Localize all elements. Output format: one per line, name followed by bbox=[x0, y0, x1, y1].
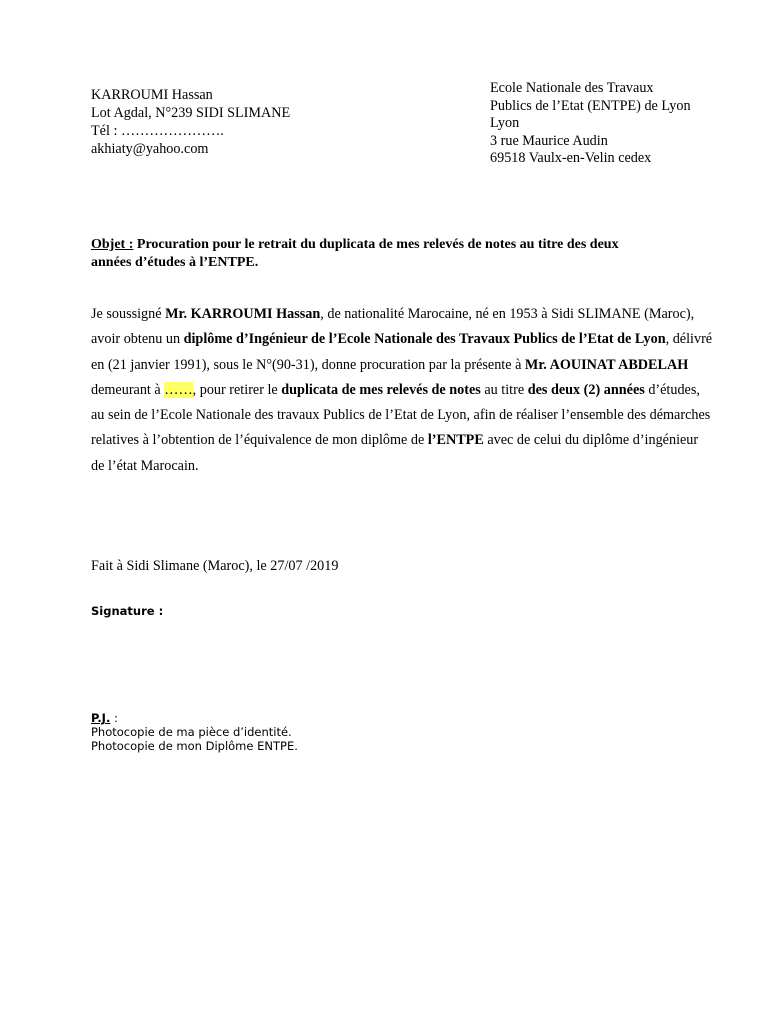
body-text-2: , de nationalité Marocaine, né en 1953 à Sidi SLIMANE (Maroc), avoir obtenu un bbox=[91, 306, 695, 348]
recipient-line-5: 69518 Vaulx-en-Velin cedex bbox=[490, 150, 652, 166]
body-bold-3: Mr. AOUINAT ABDELAH bbox=[524, 356, 689, 373]
subject-text-2: années d’études à l’ENTPE. bbox=[91, 255, 259, 270]
subject-text-1: Procuration pour le retrait du duplicata de mes relevés de notes au titre des deux bbox=[133, 237, 619, 252]
place-date: Fait à Sidi Slimane (Maroc), le 27/07 /2019 bbox=[91, 558, 339, 574]
body-bold-2: diplôme d’Ingénieur de l’Ecole Nationale des Travaux Publics de l’Etat de Lyon bbox=[183, 331, 666, 348]
attachments-block bbox=[91, 711, 298, 753]
sender-name: KARROUMI Hassan bbox=[91, 87, 213, 103]
subject-label: Objet : bbox=[91, 237, 134, 252]
attachments-label-suffix: : bbox=[110, 711, 118, 725]
body-bold-4: duplicata de mes relevés de notes bbox=[281, 381, 481, 398]
body-text-5: , pour retirer le bbox=[192, 381, 282, 398]
body-text-6: au titre bbox=[480, 381, 528, 398]
sender-block bbox=[91, 86, 290, 158]
sender-email: akhiaty@yahoo.com bbox=[91, 141, 209, 157]
recipient-line-2: Publics de l’Etat (ENTPE) de Lyon bbox=[490, 97, 691, 114]
body-text-4: demeurant à bbox=[91, 381, 165, 398]
body-text-3: , délivré en (21 janvier 1991), sous le N°(90-31), donne procuration par la présente à bbox=[91, 331, 713, 373]
recipient-line-4: 3 rue Maurice Audin bbox=[490, 132, 608, 149]
body-bold-5: des deux (2) années bbox=[527, 381, 645, 398]
sender-tel: Tél : …………………. bbox=[91, 123, 224, 139]
body-bold-6: l’ENTPE bbox=[427, 432, 484, 449]
recipient-block bbox=[490, 80, 691, 168]
subject-line bbox=[91, 236, 711, 272]
body-text-1: Je soussigné bbox=[91, 306, 166, 322]
attachments-label: P.J. bbox=[91, 711, 111, 725]
letter-body bbox=[91, 302, 715, 479]
attachment-item: Photocopie de ma pièce d’identité. bbox=[91, 725, 292, 739]
highlighted-placeholder: …… bbox=[164, 381, 193, 398]
signature-label: Signature : bbox=[91, 604, 164, 618]
attachment-item: Photocopie de mon Diplôme ENTPE. bbox=[91, 739, 298, 753]
recipient-line-1: Ecole Nationale des Travaux bbox=[490, 80, 654, 96]
body-text-7: d’études, au sein de l’Ecole Nationale des travaux Publics de l’Etat de Lyon, afin de réaliser l’ensemble des démarches relatives à l’obtention de l’équivalence de mon diplôme de bbox=[91, 381, 711, 449]
sender-address: Lot Agdal, N°239 SIDI SLIMANE bbox=[91, 105, 291, 121]
body-bold-1: Mr. KARROUMI Hassan bbox=[165, 306, 321, 322]
recipient-line-3: Lyon bbox=[490, 115, 520, 131]
body-text-8: avec de celui du diplôme d’ingénieur de l’état Marocain. bbox=[91, 432, 699, 474]
